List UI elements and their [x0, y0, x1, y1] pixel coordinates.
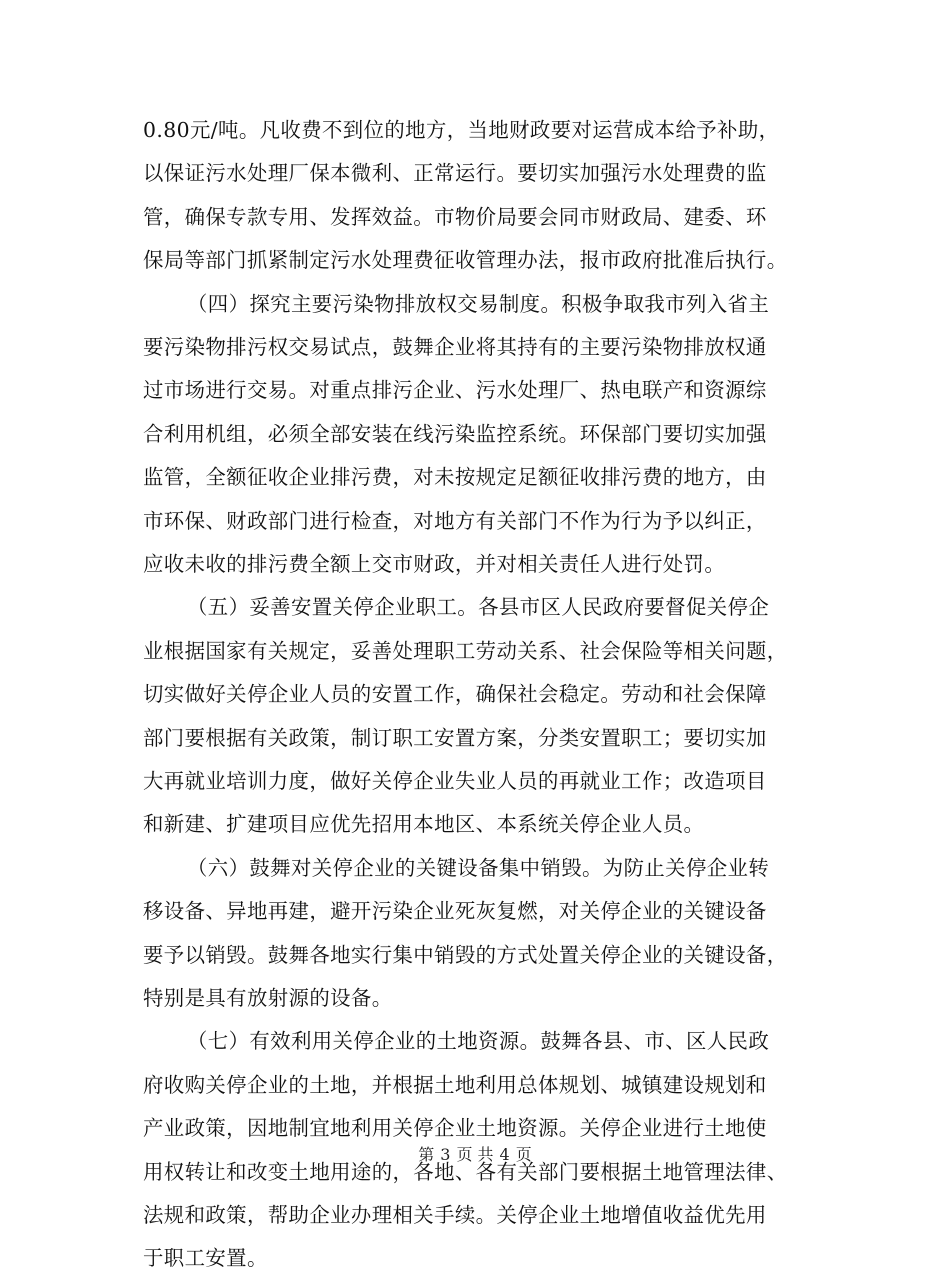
- text-line: 管，确保专款专用、发挥效益。市物价局要会同市财政局、建委、环: [143, 204, 767, 229]
- text-line: 合利用机组，必须全部安装在线污染监控系统。环保部门要切实加强: [143, 421, 767, 446]
- text-line: 移设备、异地再建，避开污染企业死灰复燃，对关停企业的关键设备: [143, 899, 767, 924]
- text-line: 部门要根据有关政策，制订职工安置方案，分类安置职工；要切实加: [143, 725, 767, 750]
- footer-suffix: 页: [515, 1145, 532, 1164]
- text-line: （六）鼓舞对关停企业的关键设备集中销毁。为防止关停企业转: [187, 855, 770, 880]
- text-line: 业根据国家有关规定，妥善处理职工劳动关系、社会保险等相关问题，: [143, 638, 788, 663]
- text-line: 保局等部门抓紧制定污水处理费征收管理办法，报市政府批准后执行。: [143, 248, 788, 273]
- text-line: 和新建、扩建项目应优先招用本地区、本系统关停企业人员。: [143, 812, 705, 837]
- text-line: 监管，全额征收企业排污费，对未按规定足额征收排污费的地方，由: [143, 465, 767, 490]
- text-line: 特别是具有放射源的设备。: [143, 986, 393, 1010]
- text-line: 以保证污水处理厂保本微利、正常运行。要切实加强污水处理费的监: [143, 161, 767, 186]
- text-line: 应收未收的排污费全额上交市财政，并对相关责任人进行处罚。: [143, 552, 726, 576]
- text-line: 市环保、财政部门进行检查，对地方有关部门不作为行为予以纠正，: [143, 508, 767, 533]
- page-footer: [0, 1144, 950, 1166]
- text-line: 产业政策，因地制宜地利用关停企业土地资源。关停企业进行土地使: [143, 1116, 767, 1141]
- text-line: （五）妥善安置关停企业职工。各县市区人民政府要督促关停企: [187, 595, 770, 620]
- text-line: 要予以销毁。鼓舞各地实行集中销毁的方式处置关停企业的关键设备，: [143, 942, 788, 967]
- text-line: 大再就业培训力度，做好关停企业失业人员的再就业工作；改造项目: [143, 769, 767, 793]
- footer-total-pages: 4: [499, 1145, 510, 1164]
- footer-middle: 页 共: [456, 1145, 494, 1164]
- text-line: 用权转让和改变土地用途的，各地、各有关部门要根据土地管理法律、: [143, 1159, 788, 1184]
- text-line: 法规和政策，帮助企业办理相关手续。关停企业土地增值收益优先用: [143, 1203, 767, 1227]
- text-line: （七）有效利用关停企业的土地资源。鼓舞各县、市、区人民政: [187, 1029, 770, 1054]
- text-line: 要污染物排污权交易试点，鼓舞企业将其持有的主要污染物排放权通: [143, 335, 767, 359]
- text-line: 过市场进行交易。对重点排污企业、污水处理厂、热电联产和资源综: [143, 378, 767, 403]
- text-line: 于职工安置。: [143, 1246, 268, 1271]
- text-line: （四）探究主要污染物排放权交易制度。积极争取我市列入省主: [187, 291, 770, 316]
- footer-prefix: 第: [418, 1145, 435, 1164]
- text-line: 切实做好关停企业人员的安置工作，确保社会稳定。劳动和社会保障: [143, 682, 767, 707]
- footer-page-number: 3: [440, 1145, 451, 1164]
- text-line: 0.80元/吨。凡收费不到位的地方，当地财政要对运营成本给予补助，: [143, 118, 780, 142]
- text-line: 府收购关停企业的土地，并根据土地利用总体规划、城镇建设规划和: [143, 1072, 767, 1097]
